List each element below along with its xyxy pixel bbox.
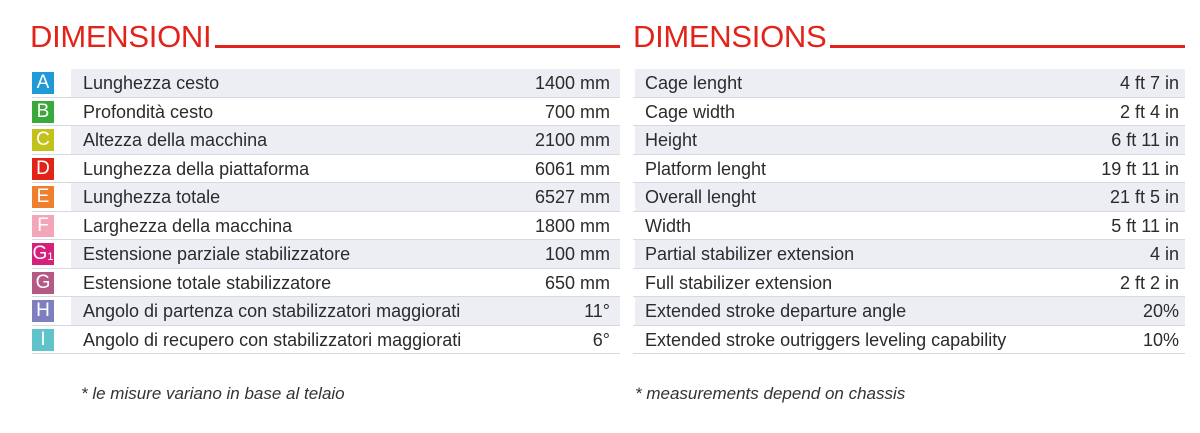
table-row xyxy=(633,297,1185,326)
table-row xyxy=(633,240,1185,269)
table-row xyxy=(633,269,1185,298)
dimension-value: 6 ft 11 in xyxy=(1111,130,1179,150)
english-heading xyxy=(633,20,1185,54)
row-background xyxy=(635,126,1185,154)
dimension-label: Lunghezza cesto xyxy=(83,73,220,93)
dimension-value: 5 ft 11 in xyxy=(1111,215,1179,236)
table-row xyxy=(32,183,620,212)
table-row xyxy=(32,297,620,326)
dimension-label: Extended stroke departure angle xyxy=(645,301,907,321)
dimension-label: Full stabilizer extension xyxy=(645,272,833,293)
dimension-value: 100 mm xyxy=(544,244,610,264)
english-dimensions-table xyxy=(633,69,1185,354)
dimension-label: Overall lenght xyxy=(645,187,757,207)
dimension-value: 2 ft 2 in xyxy=(1119,272,1179,293)
dimension-value: 4 ft 7 in xyxy=(1119,73,1179,93)
dimension-value: 2 ft 4 in xyxy=(1119,101,1179,122)
english-title-underline xyxy=(830,45,1185,48)
dimension-value: 4 in xyxy=(1149,244,1179,264)
dimension-label: Altezza della macchina xyxy=(83,130,268,150)
dimension-label: Platform lenght xyxy=(645,158,767,179)
dimension-value: 6° xyxy=(592,329,610,350)
dimension-label: Cage width xyxy=(645,101,736,122)
english-footnote: * measurements depend on chassis xyxy=(635,384,906,403)
table-row xyxy=(633,98,1185,127)
dimension-label: Angolo di recupero con stabilizzatori maggiorati xyxy=(83,329,462,350)
dimension-label: Lunghezza totale xyxy=(83,187,221,207)
dimension-value: 650 mm xyxy=(544,272,610,293)
dimension-label: Height xyxy=(645,130,698,150)
dimension-value: 21 ft 5 in xyxy=(1109,187,1179,207)
table-row xyxy=(32,126,620,155)
table-row xyxy=(633,69,1185,98)
table-row xyxy=(633,326,1185,355)
table-row xyxy=(633,212,1185,241)
dimension-value: 11° xyxy=(584,301,610,321)
row-background xyxy=(635,212,1185,240)
italian-title-underline xyxy=(215,45,620,48)
dimension-value: 700 mm xyxy=(544,101,610,122)
italian-dimensions-table xyxy=(32,69,620,354)
table-row xyxy=(32,69,620,98)
dimension-letter-badge: G xyxy=(32,272,54,294)
dimension-value: 20% xyxy=(1142,301,1179,321)
table-row xyxy=(32,269,620,298)
dimension-label: Cage lenght xyxy=(645,73,743,93)
dimension-value: 6527 mm xyxy=(534,187,610,207)
dimension-letter-badge: D xyxy=(32,158,54,180)
dimension-label: Partial stabilizer extension xyxy=(645,244,855,264)
dimension-label: Larghezza della macchina xyxy=(83,215,293,236)
italian-title: DIMENSIONI xyxy=(30,19,212,54)
dimension-letter-badge: F xyxy=(32,215,54,237)
table-row xyxy=(633,183,1185,212)
dimension-label: Extended stroke outriggers leveling capability xyxy=(645,329,1007,350)
table-row xyxy=(32,240,620,269)
dimension-letter-badge: $G_1$ xyxy=(32,243,54,264)
table-row xyxy=(32,326,620,355)
italian-footnote: * le misure variano in base al telaio xyxy=(81,384,345,403)
dimension-label: Lunghezza della piattaforma xyxy=(83,158,310,179)
dimension-letter-badge: A xyxy=(32,72,54,94)
dimension-value: 1400 mm xyxy=(534,73,610,93)
dimension-value: 10% xyxy=(1142,329,1179,350)
english-title: DIMENSIONS xyxy=(633,19,827,54)
dimension-value: 6061 mm xyxy=(534,158,610,179)
dimension-letter-badge: C xyxy=(32,129,54,151)
italian-heading xyxy=(30,20,620,54)
dimension-label: Width xyxy=(645,215,692,236)
dimension-label: Angolo di partenza con stabilizzatori maggiorati xyxy=(83,301,461,321)
dimension-label: Profondità cesto xyxy=(83,101,214,122)
table-row xyxy=(32,155,620,184)
table-row xyxy=(633,126,1185,155)
dimension-letter-badge: E xyxy=(32,186,54,208)
dimension-value: 2100 mm xyxy=(534,130,610,150)
dimension-label: Estensione totale stabilizzatore xyxy=(83,272,332,293)
dimension-label: Estensione parziale stabilizzatore xyxy=(83,244,351,264)
dimension-letter-badge: B xyxy=(32,101,54,123)
table-row xyxy=(633,155,1185,184)
dimension-letter-badge: I xyxy=(32,329,54,351)
dimension-value: 1800 mm xyxy=(534,215,610,236)
dimension-letter-badge: H xyxy=(32,300,54,322)
table-row xyxy=(32,212,620,241)
dimension-value: 19 ft 11 in xyxy=(1101,158,1179,179)
table-row xyxy=(32,98,620,127)
